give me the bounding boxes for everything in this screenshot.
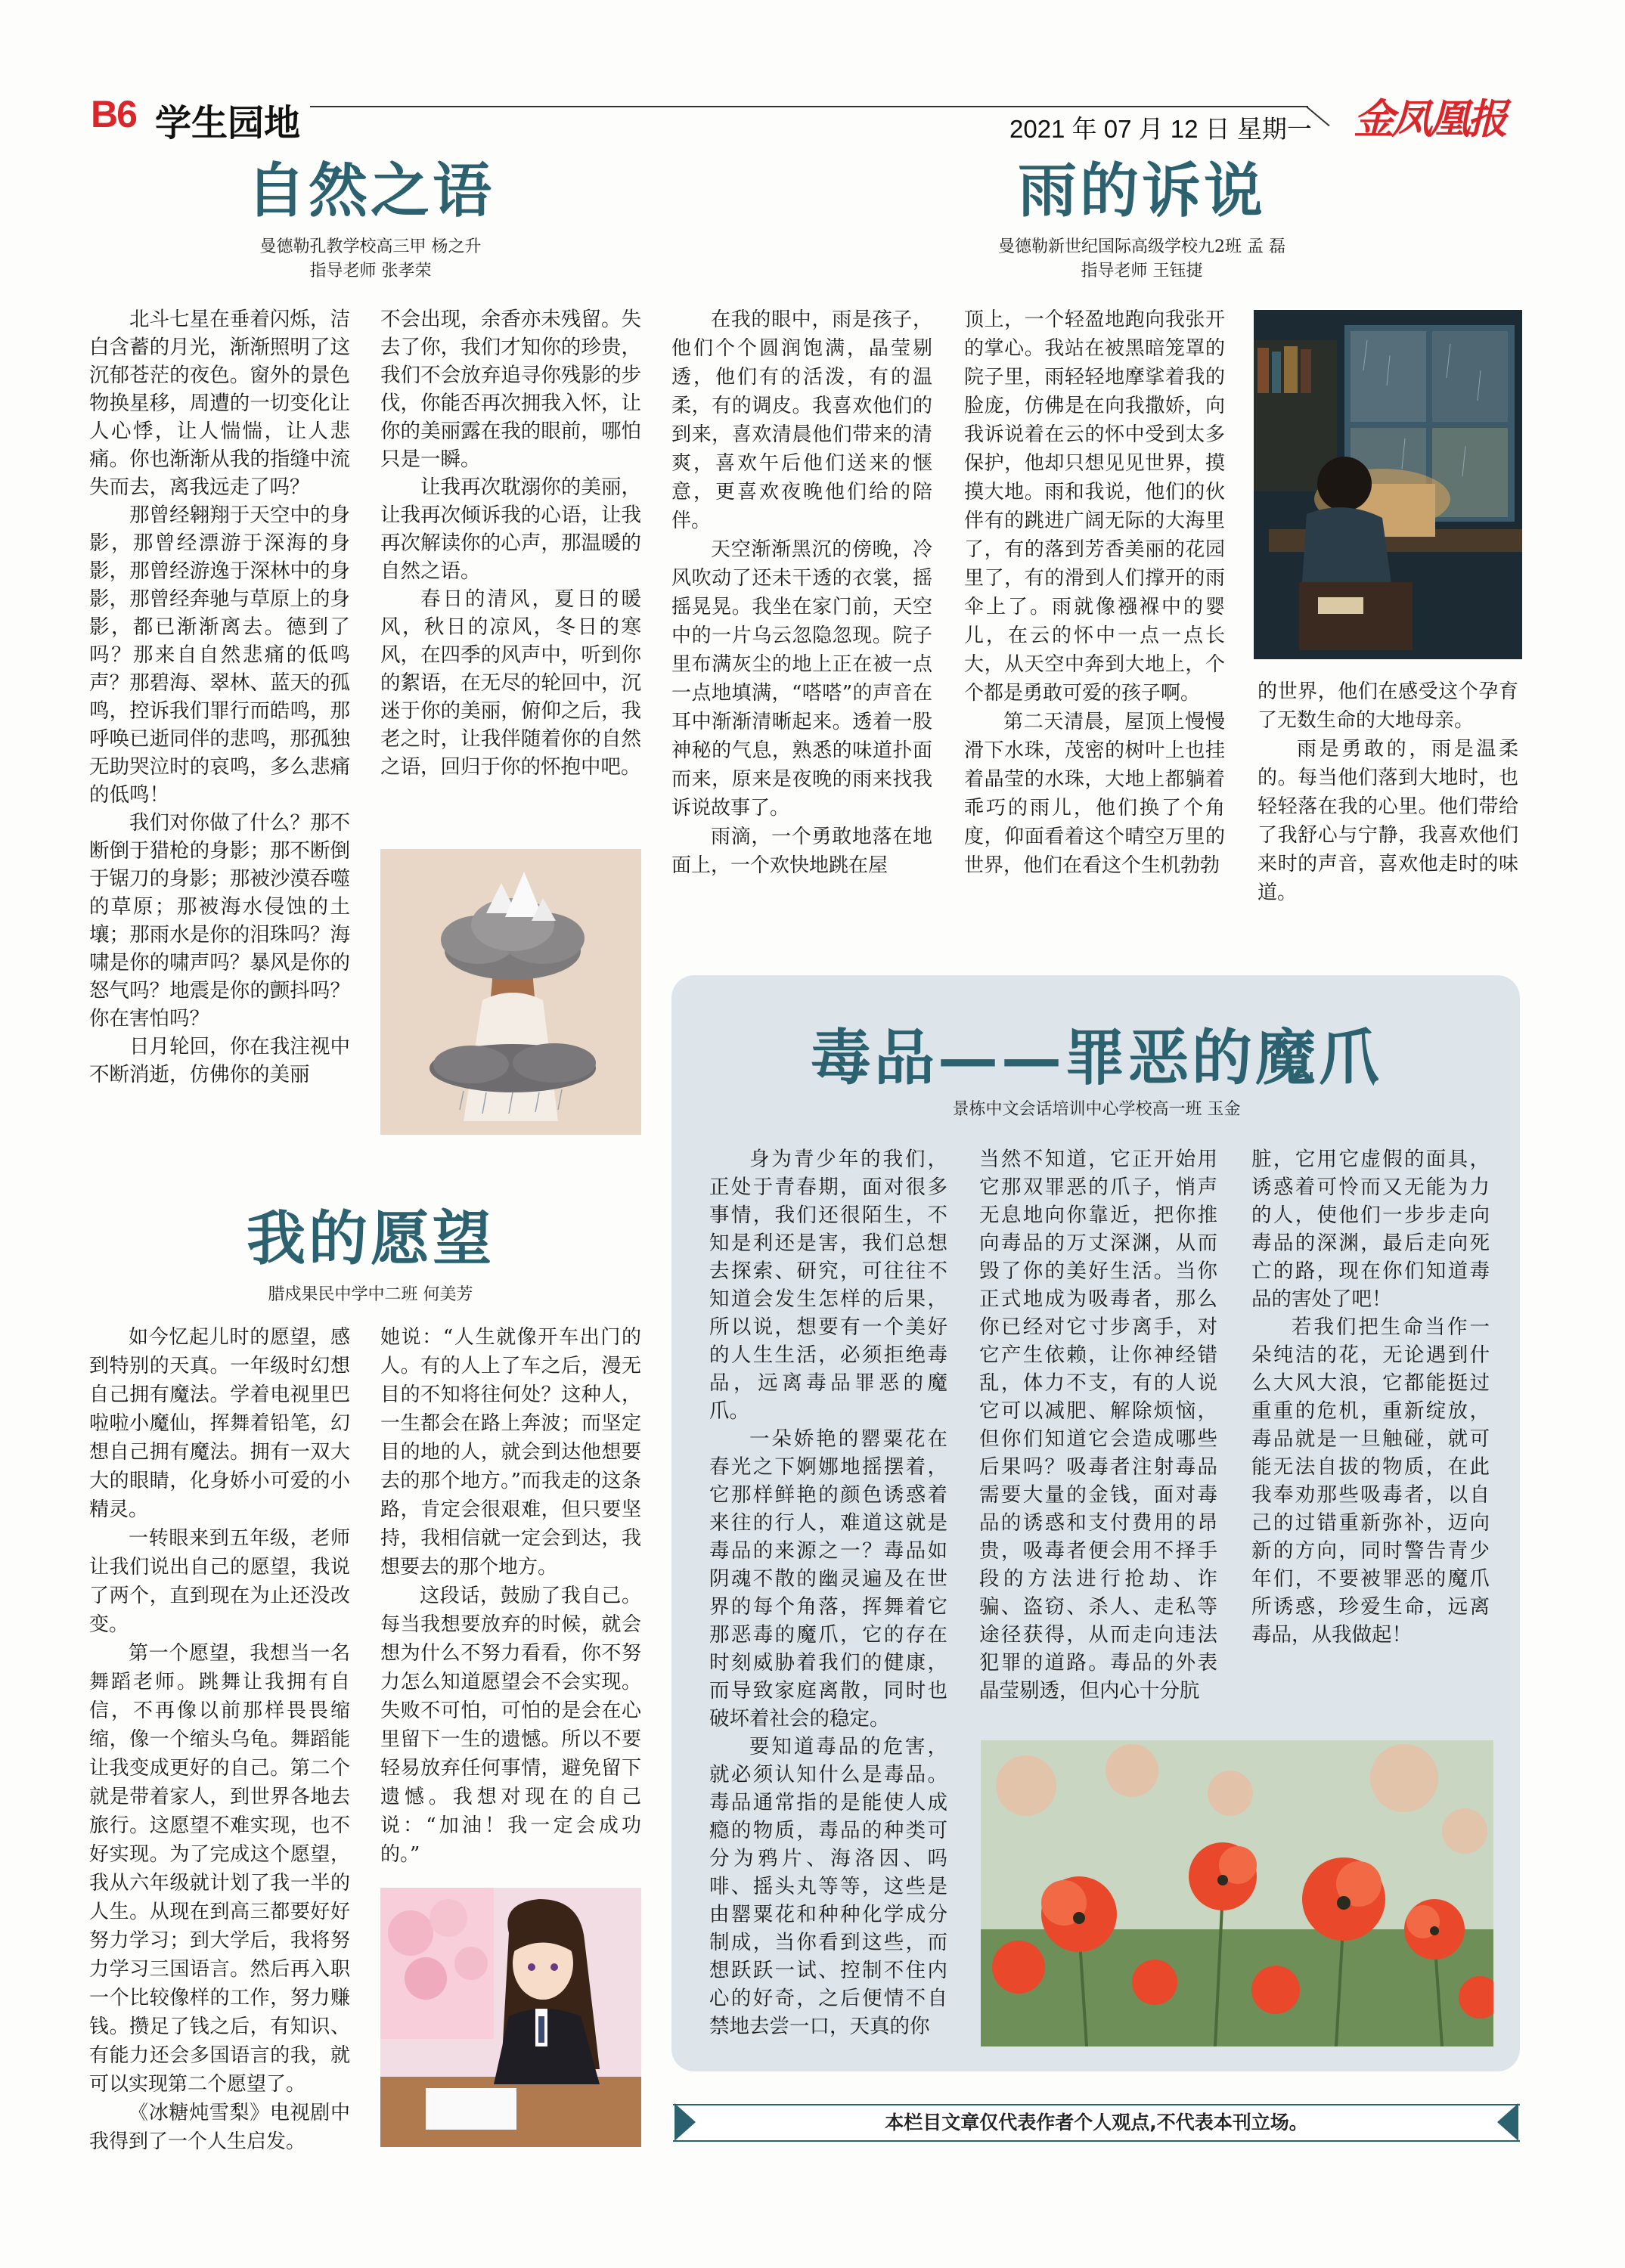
article-body-nature-col1 xyxy=(89,305,350,1089)
article-author-rain: 曼德勒新世纪国际高级学校九2班 孟 磊 xyxy=(998,237,1285,256)
article-title-drugs: 毒品——罪恶的魔爪 xyxy=(811,1022,1382,1093)
paragraph: 春日的清风，夏日的暖风，秋日的凉风，冬日的寒风，在四季的风声中，听到你的絮语，在无尽的轮回中，沉迷于你的美丽，俯仰之后，我老之时，让我伴随着你的自然之语，回归于你的怀抱中吧。 xyxy=(380,587,641,779)
issue-date: 2021 年 07 月 12 日 星期一 xyxy=(1009,115,1312,143)
paragraph: 一转眼来到五年级，老师让我们说出自己的愿望，我说了两个，直到现在为止还没改变。 xyxy=(89,1527,350,1636)
paragraph: 顶上，一个轻盈地跑向我张开的掌心。我站在被黑暗笼罩的院子里，雨轻轻地摩挲着我的脸庞，仿佛是在向我撒娇，向我诉说着在云的怀中受到太多保护，他却只想见见世界，摸摸大地。雨和我说，他们的伙伴有的跳进广阔无际的大海里了，有的落到芳香美丽的花园里了，有的滑到人们撑开的雨伞上了。雨就像襁褓中的婴儿，在云的怀中一点一点长大，从天空中奔到大地上，个个都是勇敢可爱的孩子啊。 xyxy=(964,308,1225,705)
article-author-nature: 曼德勒孔教学校高三甲 杨之升 xyxy=(259,237,482,256)
cloud-girl-image xyxy=(380,849,641,1135)
paragraph: 第一个愿望，我想当一名舞蹈老师。跳舞让我拥有自信，不再像以前那样畏畏缩缩，像一个缩头乌龟。舞蹈能让我变成更好的自己。第二个就是带着家人，到世界各地去旅行。这愿望不难实现，也不好实现。为了完成这个愿望，我从六年级就计划了我一半的人生。从现在到高三都要好好努力学习；到大学后，我将努力学习三国语言。然后再入职一个比较像样的工作，努力赚钱。攒足了钱之后，有知识、有能力还会多国语言的我，就可以实现第二个愿望了。 xyxy=(89,1642,350,2096)
paragraph: 日月轮回，你在我注视中不断消逝，仿佛你的美丽 xyxy=(89,1035,350,1086)
article-body-rain-col2 xyxy=(964,305,1225,880)
paragraph: 她说：“人生就像开车出门的人。有的人上了车之后，漫无目的不知将往何处？这种人，一生都会在路上奔波；而坚定目的地的人，就会到达他想要去的那个地方。”而我走的这条路，肯定会很艰难，但只要坚持，我相信就一定会到达，我想要去的那个地方。 xyxy=(380,1326,641,1579)
article-body-drugs-col1 xyxy=(709,1145,947,2040)
photo-poppy-field xyxy=(981,1740,1493,2046)
article-body-rain-col1 xyxy=(671,305,932,880)
newspaper-logo: 金凤凰报 xyxy=(1354,94,1505,143)
paragraph: 第二天清晨，屋顶上慢慢滑下水珠，茂密的树叶上也挂着晶莹的水珠，大地上都躺着乖巧的雨儿，他们换了个角度，仰面看着这个晴空万里的世界，他们在看这个生机勃勃 xyxy=(964,711,1225,877)
disclaimer-text: 本栏目文章仅代表作者个人观点,不代表本刊立场。 xyxy=(885,2112,1308,2133)
paragraph: 雨是勇敢的，雨是温柔的。每当他们落到大地时，也轻轻落在我的心里。他们带给了我舒心与宁静，我喜欢他们来时的声音，喜欢他走时的味道。 xyxy=(1258,738,1518,904)
article-body-wish-col2 xyxy=(380,1323,641,1869)
section-title: 学生园地 xyxy=(155,102,301,144)
paragraph: 不会出现，余香亦未残留。失去了你，我们才知你的珍贵，我们不会放弃追寻你残影的步伐，你能否再次拥我入怀，让你的美丽露在我的眼前，哪怕只是一瞬。 xyxy=(380,308,641,471)
paragraph: 这段话，鼓励了我自己。每当我想要放弃的时候，就会想为什么不努力看看，你不努力怎么知道愿望会不会实现。失败不可怕，可怕的是会在心里留下一生的遗憾。所以不要轻易放弃任何事情，避免留下遗憾。我想对现在的自己说：“加油！我一定会成功的。” xyxy=(380,1585,641,1866)
article-body-drugs-col3 xyxy=(1251,1145,1490,1649)
paragraph: 脏，它用它虚假的面具，诱惑着可怜而又无能为力的人，使他们一步步走向毒品的深渊，最后走向死亡的路，现在你们知道毒品的害处了吧！ xyxy=(1251,1148,1490,1311)
paragraph: 让我再次耽溺你的美丽，让我再次倾诉我的心语，让我再次解读你的心声，那温暖的自然之语。 xyxy=(380,476,641,583)
paragraph: 《冰糖炖雪梨》电视剧中我得到了一个人生启发。 xyxy=(89,2102,350,2153)
article-body-rain-col3 xyxy=(1258,677,1518,907)
paragraph: 一朵娇艳的罂粟花在春光之下婀娜地摇摆着，它那样鲜艳的颜色诱惑着来往的行人，难道这就是毒品的来源之一？毒品如阴魂不散的幽灵遍及在世界的每个角落，挥舞着它那恶毒的魔爪，它的存在时刻威胁着我们的健康，而导致家庭离散，同时也破坏着社会的稳定。 xyxy=(709,1427,947,1730)
illustration-anime-girl xyxy=(380,1888,641,2147)
article-teacher-rain: 指导老师 王钰捷 xyxy=(1081,262,1203,280)
paragraph: 的世界，他们在感受这个孕育了无数生命的大地母亲。 xyxy=(1258,680,1518,732)
article-teacher-nature: 指导老师 张孝荣 xyxy=(309,262,432,280)
article-body-nature-col2 xyxy=(380,305,641,781)
article-title-nature: 自然之语 xyxy=(246,156,495,225)
paragraph: 天空渐渐黑沉的傍晚，冷风吹动了还未干透的衣裳，摇摇晃晃。我坐在家门前，天空中的一片乌云忽隐忽现。院子里布满灰尘的地上正在被一点一点地填满，“嗒嗒”的声音在耳中渐渐清晰起来。透着一股神秘的气息，熟悉的味道扑面而来，原来是夜晚的雨来找我诉说故事了。 xyxy=(671,538,932,820)
illustration-rain-window xyxy=(1254,310,1522,659)
article-body-drugs-col2 xyxy=(979,1145,1217,1705)
paragraph: 身为青少年的我们，正处于青春期，面对很多事情，我们还很陌生，不知是利还是害，我们总想去探索、研究，可往往不知道会发生怎样的后果，所以说，想要有一个美好的人生生活，必须拒绝毒品，远离毒品罪恶的魔爪。 xyxy=(709,1148,947,1423)
rain-window-image xyxy=(1254,310,1522,659)
paragraph: 我们对你做了什么？那不断倒于猎枪的身影；那不断倒于锯刀的身影；那被沙漠吞噬的草原；那被海水侵蚀的土壤；那雨水是你的泪珠吗？海啸是你的啸声吗？暴风是你的怒气吗？地震是你的颤抖吗？你在害怕吗？ xyxy=(89,811,350,1030)
paragraph: 在我的眼中，雨是孩子，他们个个圆润饱满，晶莹剔透，他们有的活泼，有的温柔，有的调皮。我喜欢他们的到来，喜欢清晨他们带来的清爽，喜欢午后他们送来的惬意，更喜欢夜晚他们给的陪伴。 xyxy=(671,308,932,532)
paragraph: 当然不知道，它正开始用它那双罪恶的爪子，悄声无息地向你靠近，把你推向毒品的万丈深渊，从而毁了你的美好生活。当你正式地成为吸毒者，那么你已经对它寸步离手，对它产生依赖，让你神经错乱，体力不支，有的人说它可以减肥、解除烦恼，但你们知道它会造成哪些后果吗？吸毒者注射毒品需要大量的金钱，面对毒品的诱惑和支付费用的昂贵，吸毒者便会用不择手段的方法进行抢劫、诈骗、盗窃、杀人、走私等途径获得，从而走向违法犯罪的道路。毒品的外表晶莹剔透，但内心十分肮 xyxy=(979,1148,1217,1703)
article-author-wish: 腊戍果民中学中二班 何美芳 xyxy=(268,1285,473,1304)
paragraph: 若我们把生命当作一朵纯洁的花，无论遇到什么大风大浪，它都能挺过重重的危机，重新绽放，毒品就是一旦触碰，就可能无法自拔的物质，在此我奉劝那些吸毒者，以自己的过错重新弥补，迈向新的方向，同时警告青少年们，不要被罪恶的魔爪所诱惑，珍爱生命，远离毒品，从我做起！ xyxy=(1251,1315,1490,1647)
article-title-rain: 雨的诉说 xyxy=(1017,156,1266,225)
page-number: B6 xyxy=(91,93,136,135)
article-title-wish: 我的愿望 xyxy=(246,1204,495,1273)
paragraph: 北斗七星在垂着闪烁，洁白含蓄的月光，渐渐照明了这沉郁苍茫的夜色。窗外的景色物换星移，周遭的一切变化让人心悸，让人惴惴，让人悲痛。你也渐渐从我的指缝中流失而去，离我远走了吗？ xyxy=(89,308,350,499)
paragraph: 雨滴，一个勇敢地落在地面上，一个欢快地跳在屋 xyxy=(671,826,932,877)
article-body-wish-col1 xyxy=(89,1323,350,2156)
header-rule xyxy=(310,106,1308,107)
anime-girl-image xyxy=(380,1888,641,2147)
paragraph: 如今忆起儿时的愿望，感到特别的天真。一年级时幻想自己拥有魔法。学着电视里巴啦啦小魔仙，挥舞着铅笔，幻想自己拥有魔法。拥有一双大大的眼睛，化身娇小可爱的小精灵。 xyxy=(89,1326,350,1521)
article-author-drugs: 景栋中文会话培训中心学校高一班 玉金 xyxy=(952,1100,1241,1119)
illustration-cloud-girl xyxy=(380,849,641,1135)
paragraph: 要知道毒品的危害，就必须认知什么是毒品。毒品通常指的是能使人成瘾的物质，毒品的种类可分为鸦片、海洛因、吗啡、摇头丸等等，这些是由罂粟花和种种化学成分制成，当你看到这些，而想跃跃一试、控制不住内心的好奇，之后便情不自禁地去尝一口，天真的你 xyxy=(709,1735,947,2038)
paragraph: 那曾经翱翔于天空中的身影，那曾经漂游于深海的身影，那曾经游逸于深林中的身影，那曾经奔驰与草原上的身影，都已渐渐离去。德到了吗？那来自自然悲痛的低鸣声？那碧海、翠林、蓝天的孤鸣，控诉我们罪行而皓鸣，那呼唤已逝同伴的悲鸣，那孤独无助哭泣时的哀鸣，多么悲痛的低鸣！ xyxy=(89,503,350,807)
poppy-field-image xyxy=(981,1740,1493,2046)
